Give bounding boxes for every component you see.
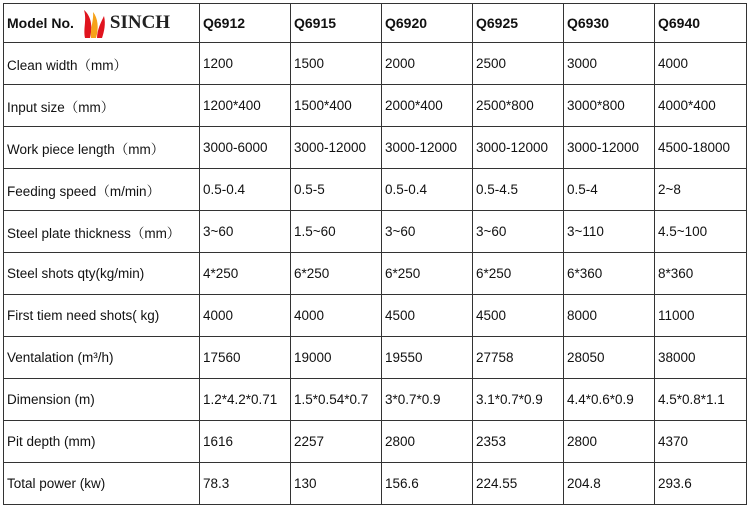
row-label: Feeding speed（m/min） xyxy=(4,169,200,211)
table-cell: 0.5-4 xyxy=(564,169,655,211)
table-cell: 1.5~60 xyxy=(291,211,382,253)
table-row xyxy=(4,379,747,421)
table-cell: 4000 xyxy=(655,43,747,85)
table-cell: 156.6 xyxy=(382,463,473,505)
table-cell: 4500 xyxy=(473,295,564,337)
table-cell: 8*360 xyxy=(655,253,747,295)
table-cell: 19550 xyxy=(382,337,473,379)
row-label: Dimension (m) xyxy=(4,379,200,421)
table-cell: 78.3 xyxy=(200,463,291,505)
table-cell: 3000-6000 xyxy=(200,127,291,169)
table-cell: 0.5-0.4 xyxy=(382,169,473,211)
table-cell: 3000-12000 xyxy=(291,127,382,169)
table-cell: 2500*800 xyxy=(473,85,564,127)
table-cell: 19000 xyxy=(291,337,382,379)
table-cell: 3~60 xyxy=(473,211,564,253)
table-cell: 1200*400 xyxy=(200,85,291,127)
table-cell: 17560 xyxy=(200,337,291,379)
model-cell: Q6920 xyxy=(382,4,473,43)
table-cell: 1500 xyxy=(291,43,382,85)
table-row xyxy=(4,85,747,127)
table-cell: 224.55 xyxy=(473,463,564,505)
table-cell: 2000 xyxy=(382,43,473,85)
table-cell: 1200 xyxy=(200,43,291,85)
table-cell: 4*250 xyxy=(200,253,291,295)
table-cell: 2800 xyxy=(382,421,473,463)
table-cell: 3000-12000 xyxy=(382,127,473,169)
row-label: Ventalation (m³/h) xyxy=(4,337,200,379)
table-row xyxy=(4,127,747,169)
sinch-flame-logo-icon xyxy=(81,8,107,38)
brand-lockup xyxy=(7,8,170,38)
table-cell: 3~60 xyxy=(382,211,473,253)
table-row xyxy=(4,337,747,379)
table-cell: 11000 xyxy=(655,295,747,337)
model-cell: Q6912 xyxy=(200,4,291,43)
table-cell: 28050 xyxy=(564,337,655,379)
spec-table xyxy=(3,3,747,505)
table-cell: 3000*800 xyxy=(564,85,655,127)
table-row xyxy=(4,43,747,85)
brand-name: SINCH xyxy=(109,12,171,33)
table-cell: 293.6 xyxy=(655,463,747,505)
table-cell: 1.2*4.2*0.71 xyxy=(200,379,291,421)
table-cell: 3.1*0.7*0.9 xyxy=(473,379,564,421)
model-cell: Q6930 xyxy=(564,4,655,43)
row-label: Steel plate thickness（mm） xyxy=(4,211,200,253)
table-cell: 3000-12000 xyxy=(564,127,655,169)
table-cell: 4500 xyxy=(382,295,473,337)
table-cell: 130 xyxy=(291,463,382,505)
table-row xyxy=(4,421,747,463)
row-label: First tiem need shots( kg) xyxy=(4,295,200,337)
table-row xyxy=(4,463,747,505)
table-cell: 6*250 xyxy=(291,253,382,295)
table-cell: 0.5-0.4 xyxy=(200,169,291,211)
model-no-label: Model No. xyxy=(7,15,74,31)
table-cell: 2000*400 xyxy=(382,85,473,127)
table-cell: 4370 xyxy=(655,421,747,463)
model-header-cell xyxy=(4,4,200,43)
table-row xyxy=(4,211,747,253)
model-cell: Q6940 xyxy=(655,4,747,43)
table-cell: 204.8 xyxy=(564,463,655,505)
header-row xyxy=(4,4,747,43)
table-cell: 3~60 xyxy=(200,211,291,253)
table-cell: 2~8 xyxy=(655,169,747,211)
table-cell: 1500*400 xyxy=(291,85,382,127)
table-cell: 4.5~100 xyxy=(655,211,747,253)
table-cell: 4000 xyxy=(200,295,291,337)
table-cell: 0.5-4.5 xyxy=(473,169,564,211)
table-cell: 0.5-5 xyxy=(291,169,382,211)
table-cell: 1.5*0.54*0.7 xyxy=(291,379,382,421)
table-cell: 6*360 xyxy=(564,253,655,295)
row-label: Steel shots qty(kg/min) xyxy=(4,253,200,295)
table-cell: 4000 xyxy=(291,295,382,337)
table-cell: 2353 xyxy=(473,421,564,463)
model-cell: Q6915 xyxy=(291,4,382,43)
row-label: Input size（mm） xyxy=(4,85,200,127)
table-cell: 3000-12000 xyxy=(473,127,564,169)
table-cell: 2800 xyxy=(564,421,655,463)
table-cell: 4000*400 xyxy=(655,85,747,127)
table-cell: 1616 xyxy=(200,421,291,463)
table-cell: 8000 xyxy=(564,295,655,337)
row-label: Work piece length（mm） xyxy=(4,127,200,169)
table-cell: 3000 xyxy=(564,43,655,85)
model-cell: Q6925 xyxy=(473,4,564,43)
table-row xyxy=(4,253,747,295)
row-label: Total power (kw) xyxy=(4,463,200,505)
table-cell: 4500-18000 xyxy=(655,127,747,169)
table-cell: 2257 xyxy=(291,421,382,463)
row-label: Pit depth (mm) xyxy=(4,421,200,463)
table-cell: 4.4*0.6*0.9 xyxy=(564,379,655,421)
table-cell: 3~110 xyxy=(564,211,655,253)
table-cell: 6*250 xyxy=(382,253,473,295)
table-cell: 27758 xyxy=(473,337,564,379)
table-cell: 38000 xyxy=(655,337,747,379)
table-row xyxy=(4,169,747,211)
table-cell: 3*0.7*0.9 xyxy=(382,379,473,421)
table-row xyxy=(4,295,747,337)
table-cell: 2500 xyxy=(473,43,564,85)
table-cell: 4.5*0.8*1.1 xyxy=(655,379,747,421)
row-label: Clean width（mm） xyxy=(4,43,200,85)
table-cell: 6*250 xyxy=(473,253,564,295)
